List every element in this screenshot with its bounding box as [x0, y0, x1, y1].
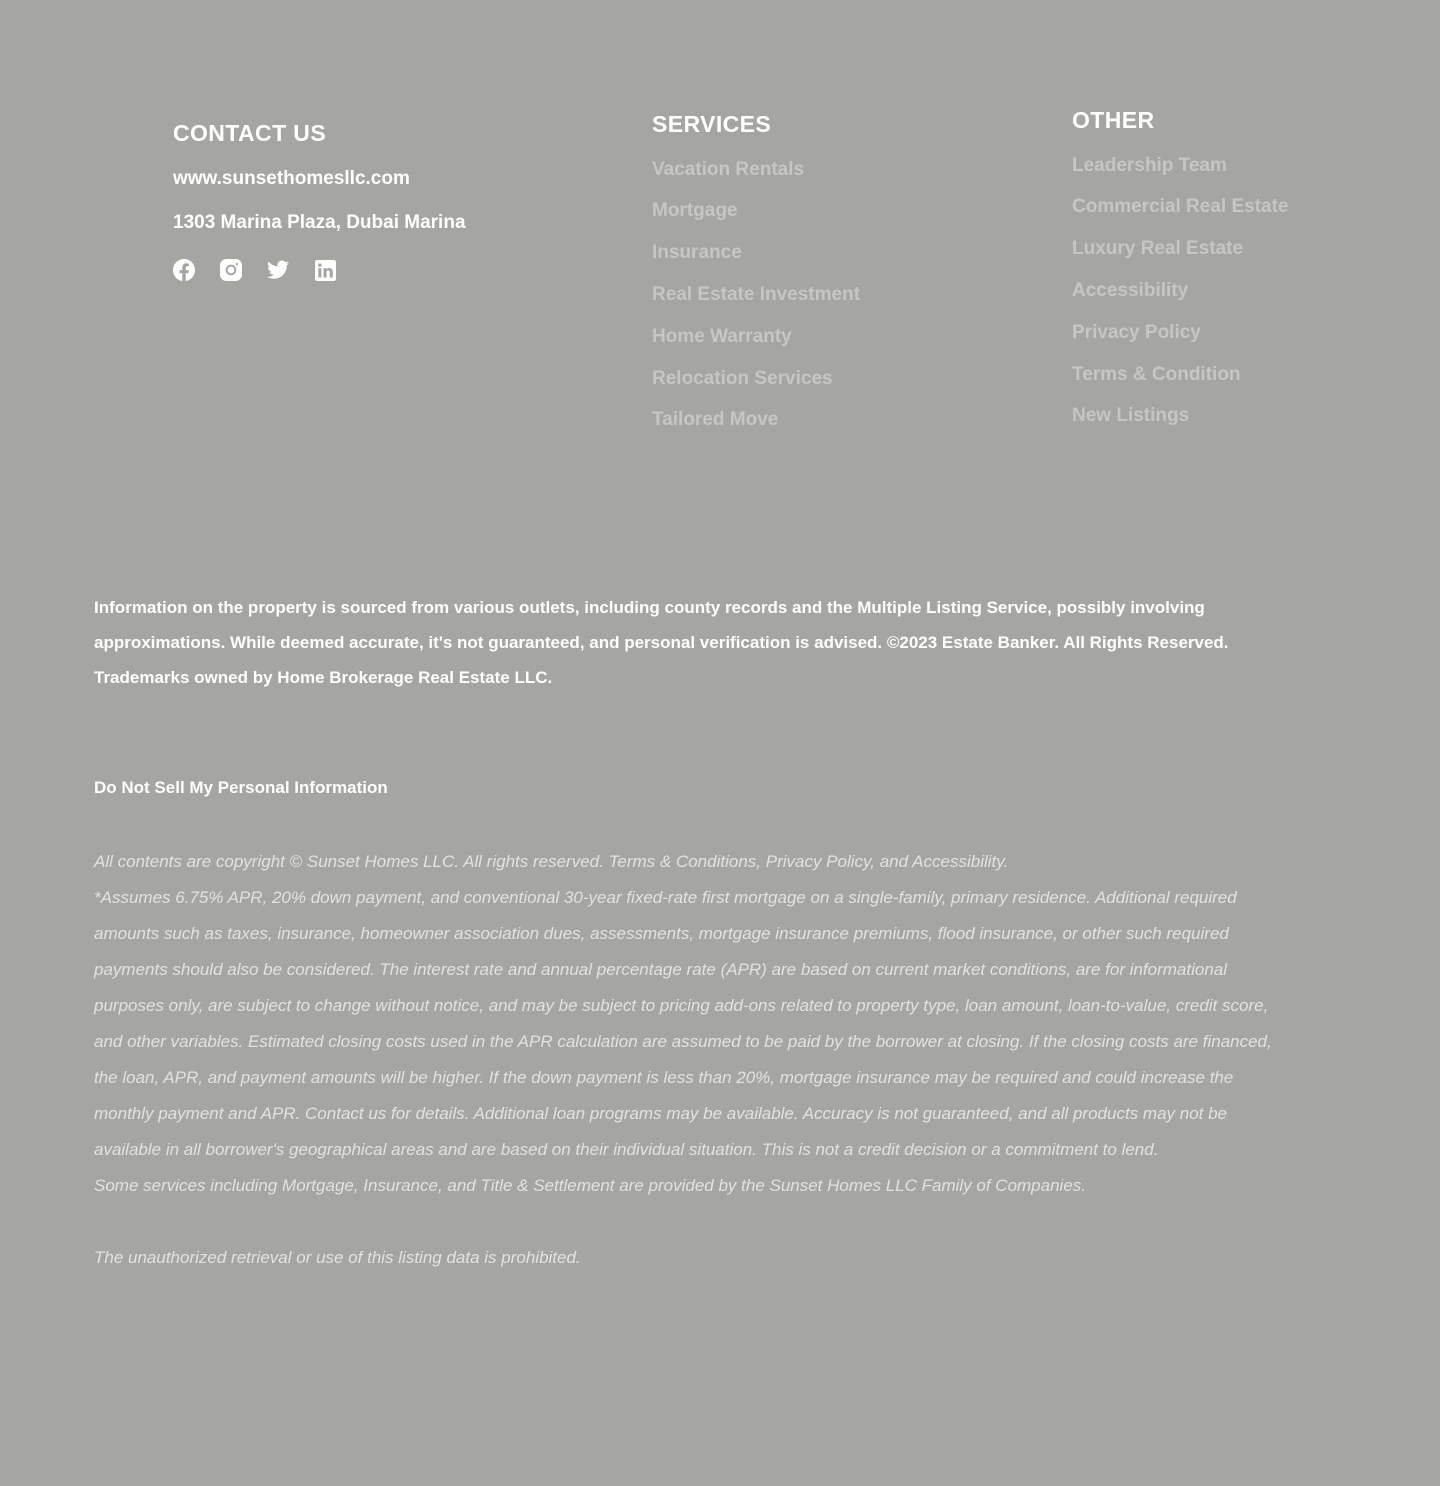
list-item	[652, 284, 1032, 307]
property-disclaimer: Information on the property is sourced from various outlets, including county records and the Multiple Listing Service, possibly involving approximations. While deemed accurate, it's not guaranteed, and personal verification is advised. ©2023 Estate Banker. All Rights Reserved. Trademarks owned by Home Brokerage Real Estate LLC.	[94, 598, 1229, 687]
other-link-new-listings[interactable]: New Listings	[1072, 405, 1190, 427]
other-link-commercial-real-estate[interactable]: Commercial Real Estate	[1072, 196, 1289, 218]
family-of-companies-text: Some services including Mortgage, Insurance, and Title & Settlement are provided by the Sunset Homes LLC Family of Companies.	[94, 1176, 1087, 1196]
copyright-italic-text: All contents are copyright © Sunset Homes LLC. All rights reserved. Terms & Conditions, Privacy Policy, and Accessibility.	[94, 852, 1009, 872]
do-not-sell-row	[94, 777, 1280, 799]
footer-column-other	[1072, 107, 1412, 447]
contact-heading: CONTACT US	[173, 120, 327, 146]
services-link-list	[652, 159, 1032, 433]
apr-disclosure-text: *Assumes 6.75% APR, 20% down payment, and conventional 30-year fixed-rate first mortgage on a single-family, primary residence. Additional required amounts such as taxes, insurance, homeowner association dues, assessments, mortgage insurance premiums, flood insurance, or other such required payments should also be considered. The interest rate and annual percentage rate (APR) are based on current market conditions, are for informational purposes only, are subject to change without notice, and may be subject to pricing add-ons related to property type, loan amount, loan-to-value, credit score, and other variables. Estimated closing costs used in the APR calculation are assumed to be paid by the borrower at closing. If the closing costs are financed, the loan, APR, and payment amounts will be higher. If the down payment is less than 20%, mortgage insurance may be required and could increase the monthly payment and APR. Contact us for details. Additional loan programs may be available. Accuracy is not guaranteed, and all products may not be available in all borrower's geographical areas and are based on their individual situation. This is not a credit decision or a commitment to lend.	[94, 888, 1272, 1160]
social-links	[173, 259, 603, 281]
list-item	[652, 200, 1032, 223]
services-link-mortgage[interactable]: Mortgage	[652, 200, 738, 222]
services-link-real-estate-investment[interactable]: Real Estate Investment	[652, 283, 861, 305]
list-item	[652, 159, 1032, 182]
services-link-insurance[interactable]: Insurance	[652, 242, 742, 264]
list-item	[1072, 280, 1412, 303]
list-item	[1072, 364, 1412, 387]
footer-column-contact	[173, 120, 603, 281]
list-item	[652, 242, 1032, 265]
list-item	[1072, 155, 1412, 178]
other-link-terms-condition[interactable]: Terms & Condition	[1072, 363, 1241, 385]
list-item	[652, 409, 1032, 432]
instagram-icon[interactable]	[220, 259, 242, 281]
services-heading: SERVICES	[652, 111, 772, 137]
list-item	[1072, 196, 1412, 219]
list-item	[1072, 322, 1412, 345]
services-link-home-warranty[interactable]: Home Warranty	[652, 325, 792, 347]
other-link-leadership-team[interactable]: Leadership Team	[1072, 154, 1227, 176]
other-link-luxury-real-estate[interactable]: Luxury Real Estate	[1072, 238, 1244, 260]
footer-column-services	[652, 111, 1032, 451]
twitter-icon[interactable]	[267, 259, 289, 281]
linkedin-icon[interactable]	[314, 259, 336, 281]
services-link-relocation-services[interactable]: Relocation Services	[652, 367, 833, 389]
list-item	[1072, 238, 1412, 261]
fine-print-block	[94, 844, 1274, 1276]
list-item	[652, 368, 1032, 391]
services-link-tailored-move[interactable]: Tailored Move	[652, 409, 779, 431]
other-link-accessibility[interactable]: Accessibility	[1072, 279, 1189, 301]
listing-data-notice-text: The unauthorized retrieval or use of this listing data is prohibited.	[94, 1248, 581, 1268]
facebook-icon[interactable]	[173, 259, 195, 281]
contact-website[interactable]: www.sunsethomesllc.com	[173, 167, 410, 189]
other-link-list	[1072, 155, 1412, 429]
legal-section	[94, 590, 1280, 1276]
services-link-vacation-rentals[interactable]: Vacation Rentals	[652, 158, 805, 180]
contact-address: 1303 Marina Plaza, Dubai Marina	[173, 212, 466, 234]
list-item	[652, 326, 1032, 349]
list-item	[1072, 405, 1412, 428]
other-link-privacy-policy[interactable]: Privacy Policy	[1072, 321, 1201, 343]
do-not-sell-link[interactable]: Do Not Sell My Personal Information	[94, 778, 388, 797]
fine-print-spacer	[94, 1204, 1274, 1240]
other-heading: OTHER	[1072, 107, 1155, 133]
footer-columns	[0, 0, 1440, 560]
